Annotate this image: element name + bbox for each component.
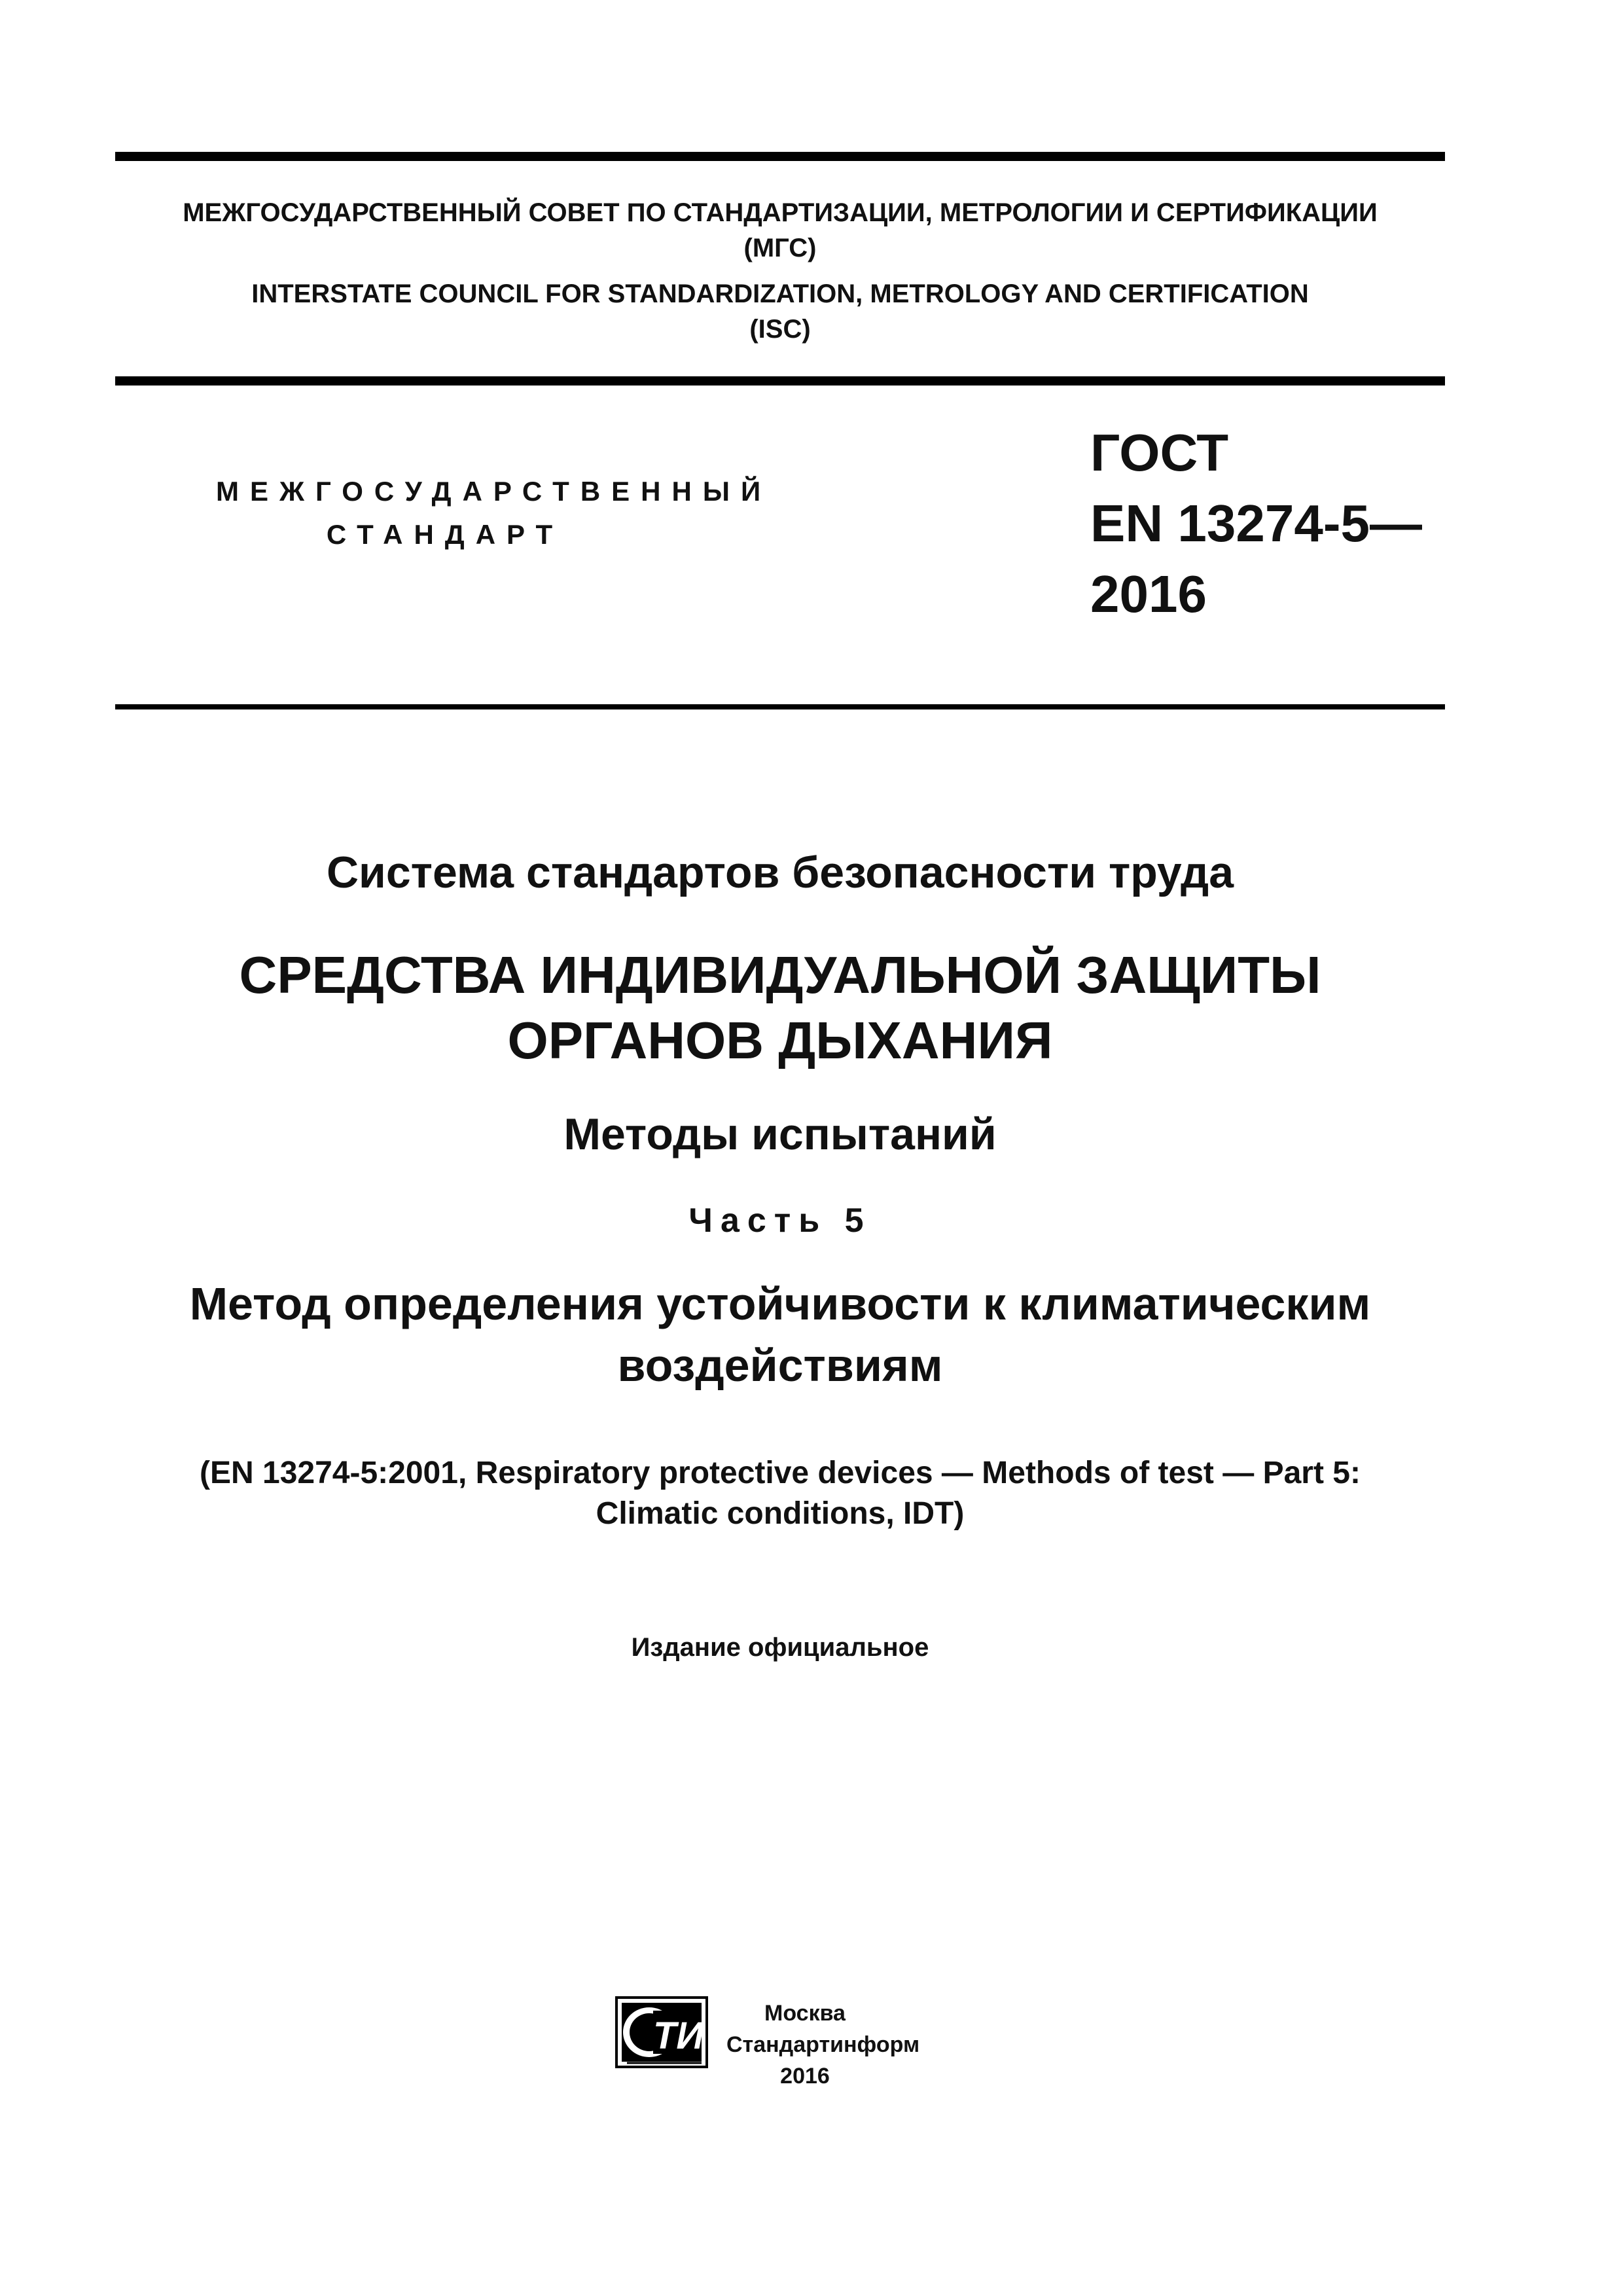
standard-type-line1: МЕЖГОСУДАРСТВЕННЫЙ	[216, 476, 772, 507]
subtitle-line1: Метод определения устойчивости к климатическим	[189, 1278, 1371, 1329]
system-title: Система стандартов безопасности труда	[326, 848, 1234, 897]
publisher-name: Стандартинформ	[726, 2032, 920, 2057]
designation-divider	[115, 704, 1445, 709]
standartinform-logo-icon	[615, 1996, 708, 2068]
gost-line1: ГОСТ	[1090, 423, 1229, 482]
gost-line3: 2016	[1090, 565, 1207, 623]
council-en-line2: (ISC)	[749, 315, 811, 344]
top-rule	[115, 152, 1445, 161]
en-reference-line2: Climatic conditions, IDT)	[596, 1496, 965, 1531]
header-divider	[115, 376, 1445, 386]
council-ru-line1: МЕЖГОСУДАРСТВЕННЫЙ СОВЕТ ПО СТАНДАРТИЗАЦИИ, МЕТРОЛОГИИ И СЕРТИФИКАЦИИ	[183, 198, 1378, 227]
svg-text:ТИ: ТИ	[653, 2015, 704, 2057]
council-en-line1: INTERSTATE COUNCIL FOR STANDARDIZATION, METROLOGY AND CERTIFICATION	[251, 279, 1309, 308]
main-title-line2: ОРГАНОВ ДЫХАНИЯ	[507, 1011, 1053, 1069]
standard-type	[216, 470, 772, 556]
part-number: Часть 5	[688, 1202, 872, 1240]
publisher-year: 2016	[780, 2064, 830, 2089]
publisher-city: Москва	[764, 2001, 846, 2026]
main-title-line1: СРЕДСТВА ИНДИВИДУАЛЬНОЙ ЗАЩИТЫ	[239, 946, 1321, 1004]
edition-note: Издание официальное	[631, 1633, 929, 1662]
en-reference	[115, 1453, 1445, 1534]
council-ru-line2: (МГС)	[743, 234, 817, 262]
council-header	[115, 195, 1445, 347]
en-reference-line1: (EN 13274-5:2001, Respiratory protective devices — Methods of test — Part 5:	[200, 1456, 1361, 1490]
standard-type-line2: СТАНДАРТ	[326, 519, 564, 550]
gost-designation	[1090, 418, 1444, 630]
methods-title: Методы испытаний	[563, 1109, 997, 1159]
publisher-block	[726, 1998, 920, 2092]
main-title	[115, 942, 1445, 1073]
gost-line2: EN 13274-5—	[1090, 494, 1422, 552]
subtitle	[115, 1273, 1445, 1396]
subtitle-line2: воздействиям	[617, 1340, 943, 1391]
